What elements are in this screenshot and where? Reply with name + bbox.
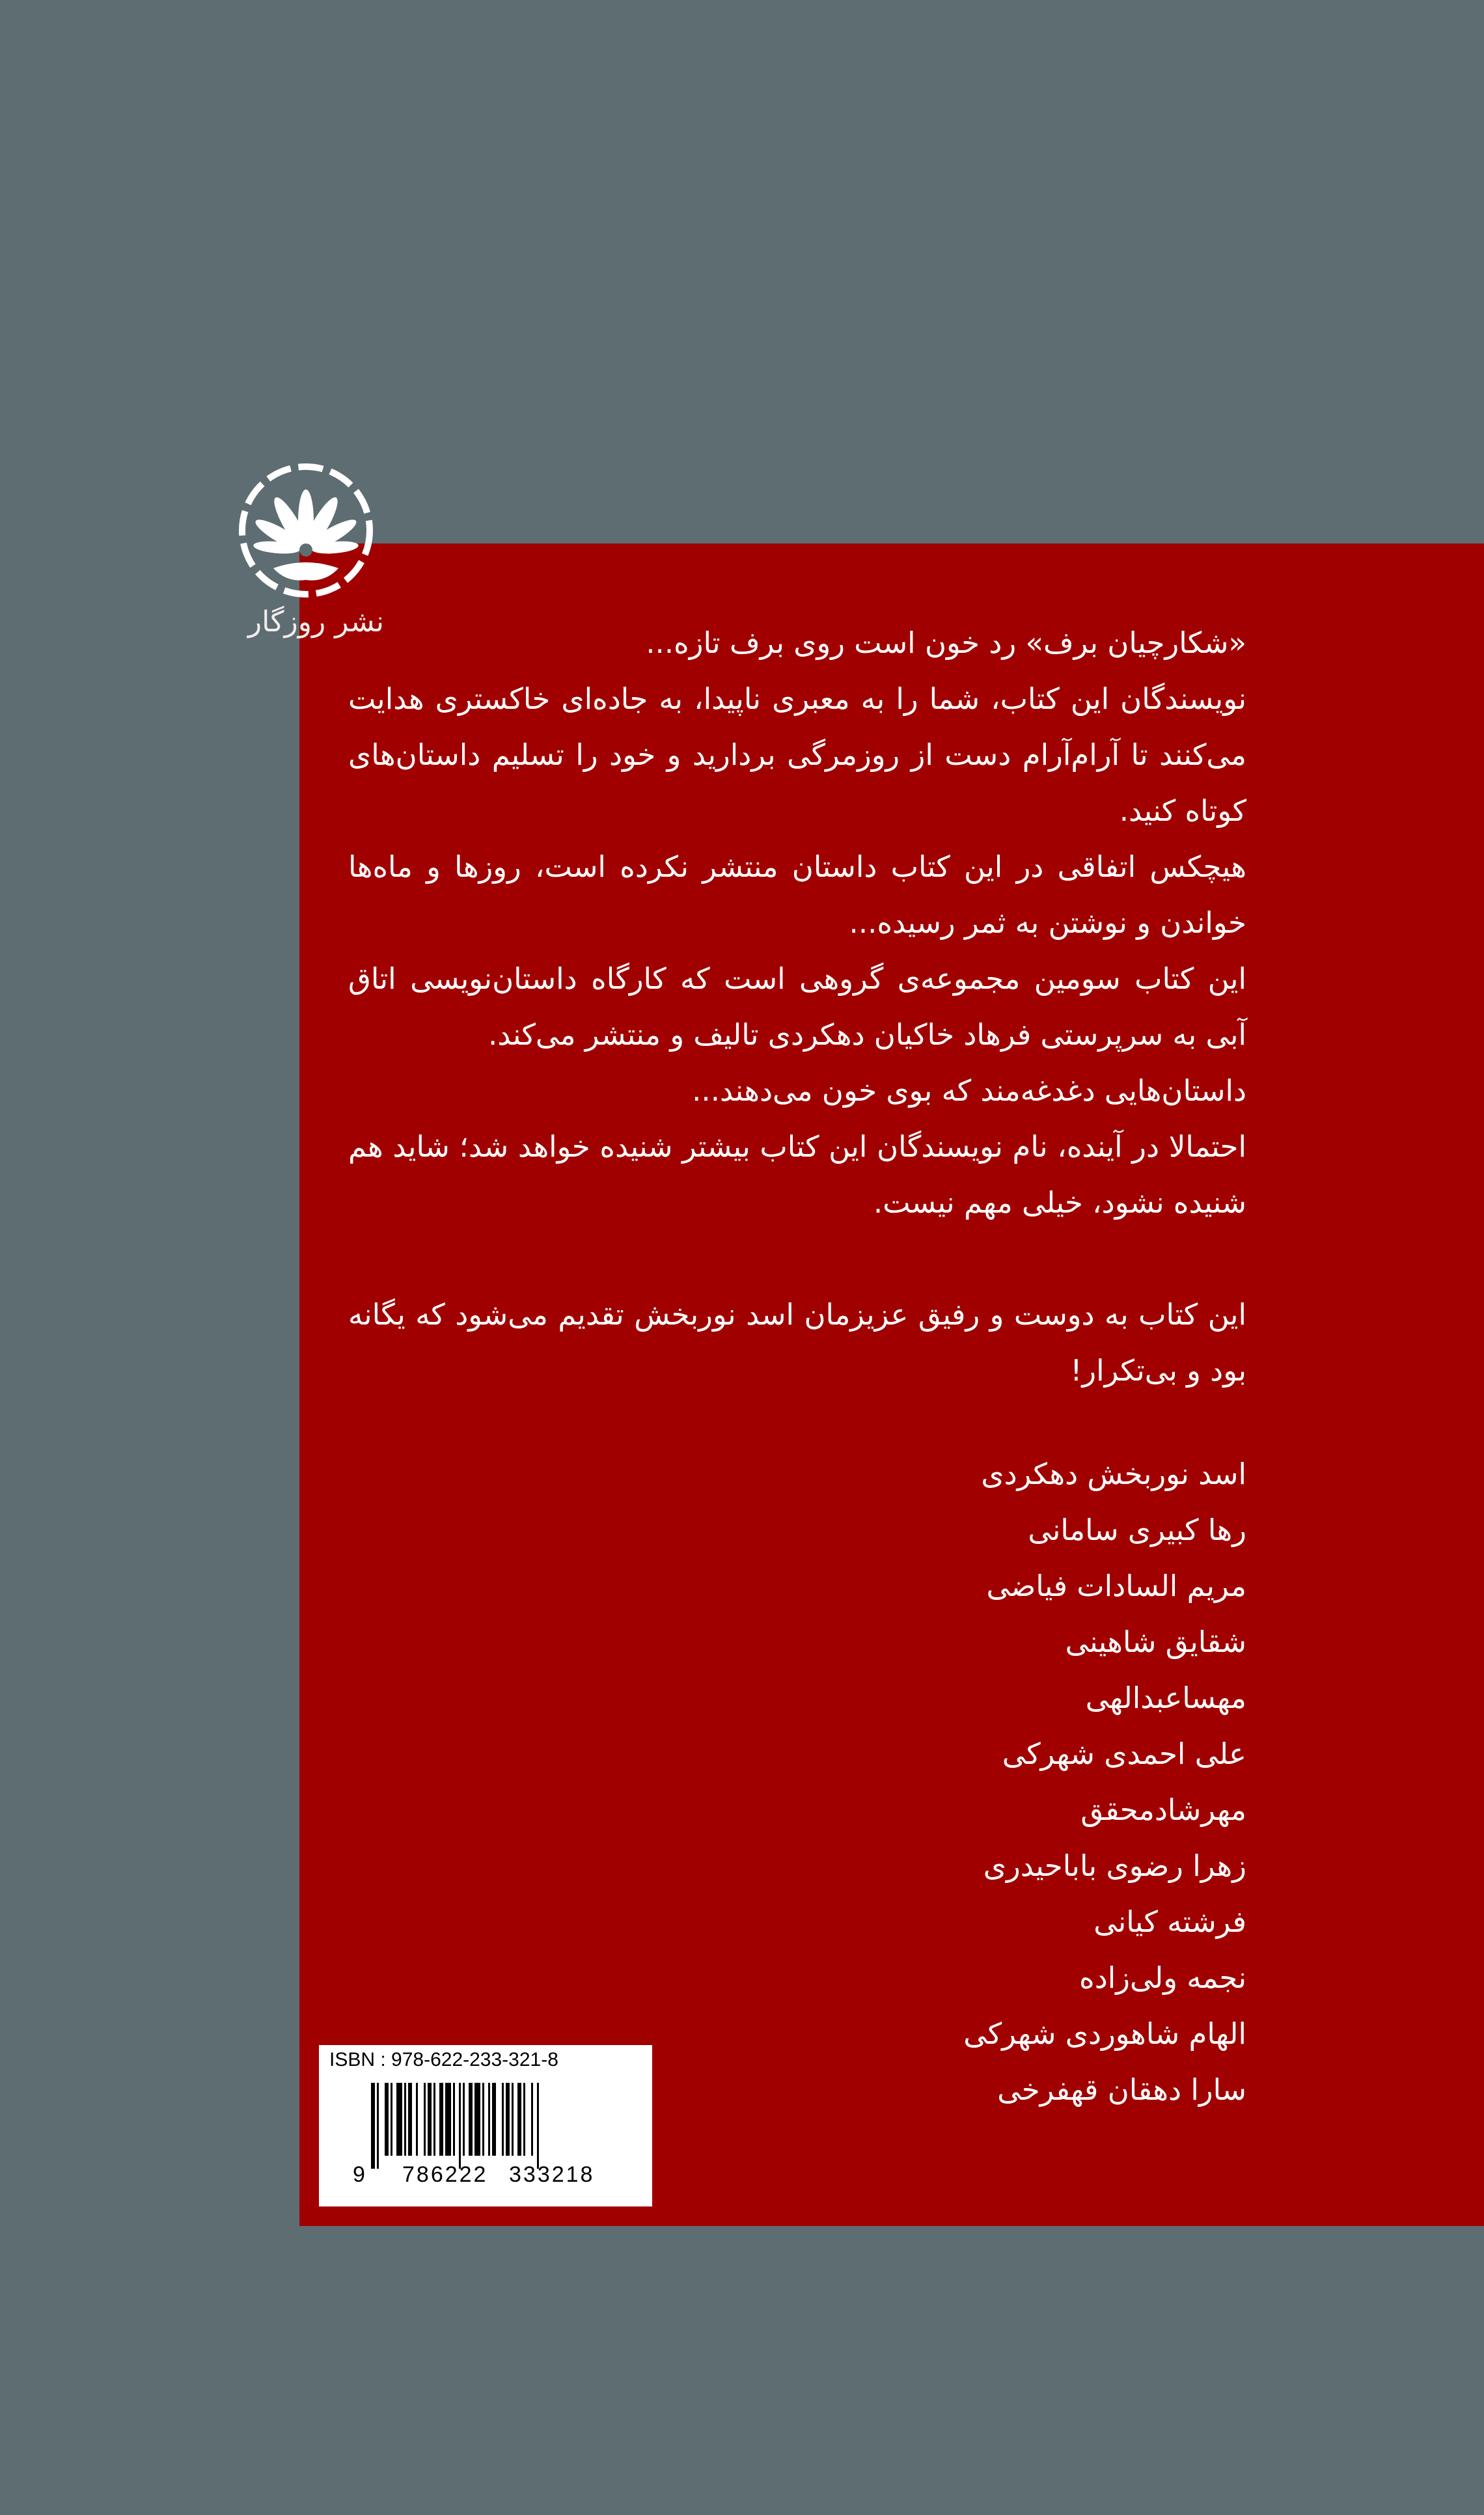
lotus-flower-icon: [228, 459, 384, 615]
barcode-first-digit: 9: [353, 2162, 365, 2187]
barcode-bar: [459, 2083, 461, 2169]
barcode-bar: [523, 2083, 525, 2156]
blurb-paragraph: نویسندگان این کتاب، شما را به معبری ناپیدا، به جاده‌ای خاکستری هدایت می‌کنند تا آرام‌آرام دست از روزمرگی بردارید و خود را تسلیم داستان‌های کوتاه کنید.: [348, 681, 1246, 828]
barcode-right-digits: 333218: [509, 2162, 595, 2187]
isbn-label: ISBN : 978-622-233-321-8: [329, 2049, 558, 2070]
author-name: مهساعبدالهی: [1085, 1681, 1246, 1715]
barcode-bar: [488, 2083, 490, 2156]
barcode-bar: [453, 2083, 455, 2156]
barcode-bar: [416, 2083, 418, 2156]
barcode-bar: [506, 2083, 510, 2156]
author-name: علی احمدی شهرکی: [1002, 1737, 1246, 1771]
barcode-bar: [492, 2083, 496, 2156]
back-cover-blurb: [348, 615, 1246, 1399]
barcode-bar: [408, 2083, 412, 2156]
barcode-bar: [428, 2083, 432, 2156]
author-name: فرشته کیانی: [1093, 1904, 1246, 1939]
barcode-bar: [391, 2083, 392, 2156]
author-name: الهام شاهوردی شهرکی: [963, 2016, 1246, 2051]
barcode-bar: [531, 2083, 533, 2156]
barcode-bar: [512, 2083, 514, 2156]
blurb-paragraph: هیچکس اتفاقی در این کتاب داستان منتشر نکرده است، روزها و ماه‌ها خواندن و نوشتن به ثمر رسیده...: [348, 849, 1246, 940]
barcode-bar: [385, 2083, 389, 2156]
barcode-bar: [482, 2083, 484, 2156]
barcode-bar: [502, 2083, 504, 2156]
barcode-bar: [445, 2083, 451, 2156]
author-name: رها کبیری سامانی: [1028, 1513, 1246, 1547]
blurb-paragraph: داستان‌هایی دغدغه‌مند که بوی خون می‌دهند...: [692, 1073, 1246, 1108]
barcode-bar: [474, 2083, 480, 2156]
author-name: زهرا رضوی باباحیدری: [983, 1848, 1246, 1883]
barcode-left-digits: 786222: [402, 2162, 488, 2187]
blurb-paragraph: احتمالا در آینده، نام نویسندگان این کتاب بیشتر شنیده خواهد شد؛ شاید هم شنیده نشود، خیلی مهم نیست.: [348, 1129, 1246, 1220]
dedication-paragraph: این کتاب به دوست و رفیق عزیزمان اسد نوربخش تقدیم می‌شود که یگانه بود و بی‌تکرار!: [348, 1297, 1246, 1388]
barcode-bar: [517, 2083, 521, 2156]
barcode-bars: [371, 2083, 599, 2169]
blurb-paragraph: این کتاب سومین مجموعه‌ی گروهی است که کارگاه داستان‌نویسی اتاق آبی به سرپرستی فرهاد خاکیان دهکردی تالیف و منتشر می‌کند.: [348, 961, 1246, 1052]
barcode-bar: [439, 2083, 443, 2156]
author-name: مهرشادمحقق: [1080, 1793, 1246, 1827]
barcode-bar: [463, 2083, 465, 2156]
barcode-bar: [396, 2083, 402, 2156]
author-name: اسد نوربخش دهکردی: [981, 1457, 1246, 1491]
barcode-bar: [469, 2083, 473, 2156]
barcode-bar: [537, 2083, 539, 2169]
barcode-bar: [371, 2083, 375, 2169]
author-list: [963, 1446, 1246, 2118]
paragraph-spacer: [348, 1231, 1246, 1287]
blurb-paragraph: «شکارچیان برف» رد خون است روی برف تازه...: [646, 625, 1246, 660]
barcode-bar: [424, 2083, 426, 2156]
author-name: مریم السادات فیاضی: [986, 1569, 1246, 1603]
author-name: سارا دهقان قهفرخی: [997, 2072, 1246, 2107]
author-name: نجمه ولی‌زاده: [1079, 1960, 1246, 1995]
barcode-bar: [433, 2083, 435, 2156]
author-name: شقایق شاهینی: [1065, 1625, 1246, 1659]
barcode-bar: [377, 2083, 379, 2169]
isbn-barcode: [319, 2045, 652, 2206]
publisher-name: نشر روزگار: [247, 605, 384, 639]
barcode-bar: [404, 2083, 406, 2156]
